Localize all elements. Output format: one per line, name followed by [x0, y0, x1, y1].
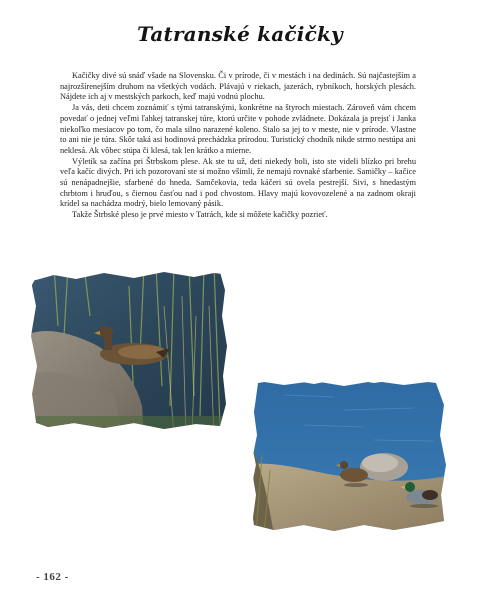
paragraph-1: Kačičky divé sú snáď všade na Slovensku. Či v prírode, či v mestách i na dedinách. Sú najčastejším a najrozšírenejším druhom na všetkých vodách. Plávajú v riekach, jazerách, rybníkoch, horských plesách. Nájdete ich aj v mestských parkoch, keď majú vodnú plochu. [60, 71, 416, 102]
duck-on-rock-photo [24, 266, 232, 438]
paragraph-4: Takže Štrbské pleso je prvé miesto v Tatrách, kde si môžete kačičky pozrieť. [72, 210, 328, 220]
article-body [60, 71, 416, 221]
ducks-by-lake-photo [244, 375, 452, 535]
paragraph-3: Výletík sa začína pri Štrbskom plese. Ak ste tu už, deti niekedy boli, isto ste videli blízko pri brehu veľa kačíc divých. Pri ich pozorovaní ste si možno všimli, že nemajú rovnaké sfarbenie. Samičky – kačice sú nenápadnejšie, sfarbené do hneda. Samčekovia, teda káčeri sú ovela pestrejší. Sivi, s hnedastým chrbtom i hruďou, s čiernou časťou nad i pod chvostom. Hlavy majú kovovozelené a na zadnom okraji krídel sa nachádza modrý, bielo lemovaný pásik. [60, 156, 416, 209]
paragraph-2: Ja vás, deti chcem zoznámiť s tými tatranskými, konkrétne na štyroch miestach. Zároveň vám chcem povedať o jednej veľmi ľahkej tatranskej túre, ktorú určite v pohode zvládnete. Dokázala ja prejsť i Janka niekoľko mesiacov po tom, čo mala silno narazené koleno. Stalo sa jej to v meste, nie v prírode. Vlastne to ani nie je túra. Skôr taká asi hodinová prechádzka prírodou. Turistický chodník nikde strmo nestúpa ani neklesá. Ak vôbec stúpa či klesá, tak len krátko a mierne. [60, 103, 416, 155]
page-title: Tatranské kačičky [137, 22, 343, 46]
page-number: - 162 - [36, 571, 69, 583]
